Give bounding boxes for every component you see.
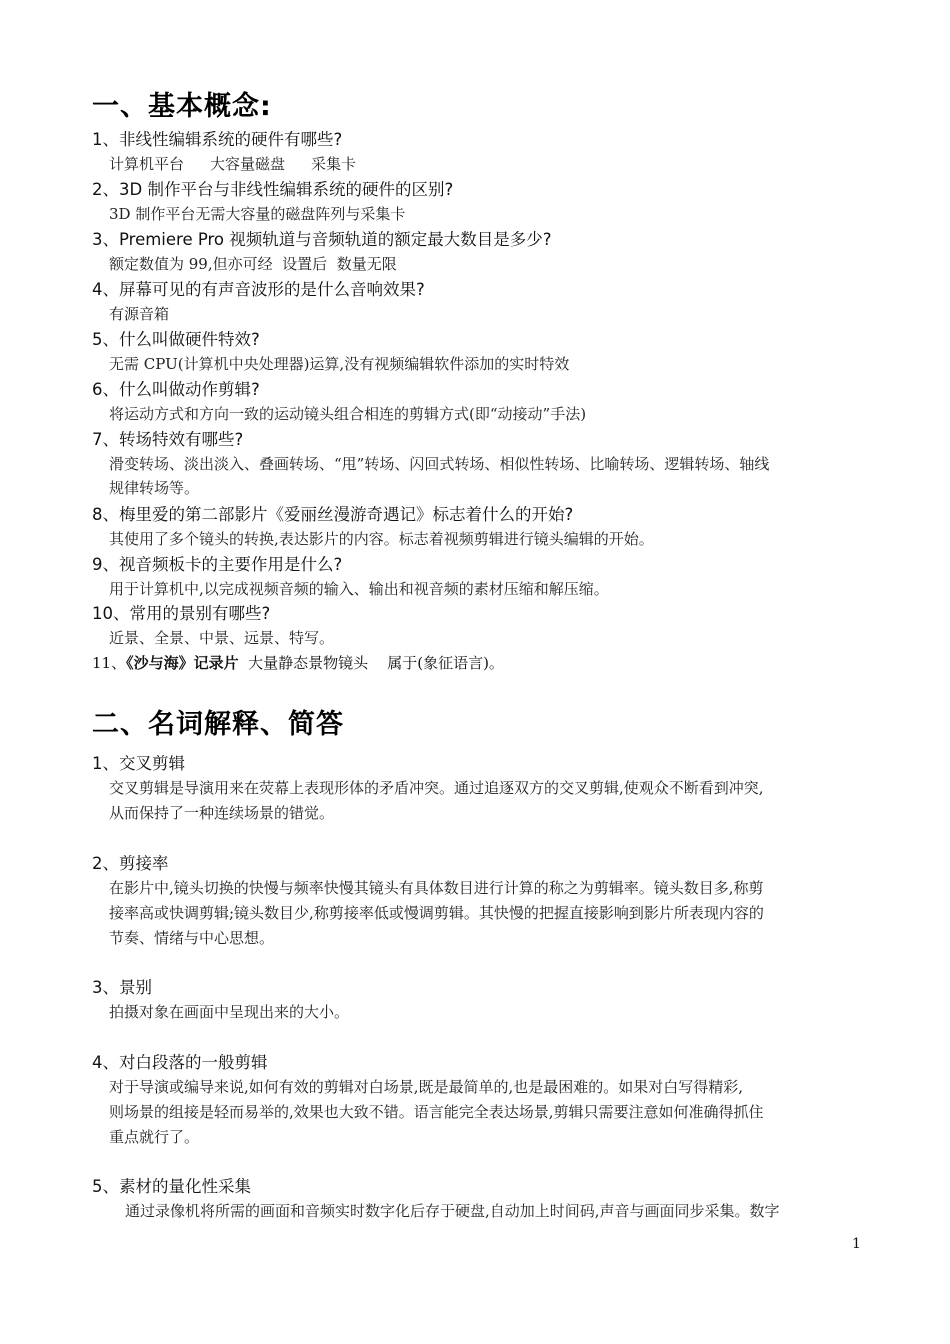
answer-9: 用于计算机中,以完成视频音频的输入、输出和视音频的素材压缩和解压缩。 — [109, 580, 609, 598]
section-title-basic-concepts: 一、基本概念: — [92, 91, 272, 122]
answer-4: 有源音箱 — [109, 305, 170, 323]
answer-10: 近景、全景、中景、远景、特写。 — [109, 629, 335, 647]
term-2-text: 接率高或快调剪辑;镜头数目少,称剪接率低或慢调剪辑。其快慢的把握直接影响到影片所表现内容的 — [109, 904, 764, 922]
question-10: 10、常用的景别有哪些? — [92, 604, 271, 623]
term-3-heading: 3、景别 — [92, 978, 152, 997]
term-4-text: 则场景的组接是轻而易举的,效果也大致不错。语言能完全表达场景,剪辑只需要注意如何准确得抓住 — [109, 1103, 764, 1121]
answer-1-part: 计算机平台 — [109, 155, 185, 173]
answer-1 — [109, 153, 356, 174]
term-2-text: 节奏、情绪与中心思想。 — [109, 929, 275, 947]
answer-1-part: 采集卡 — [311, 155, 357, 173]
term-3-text: 拍摄对象在画面中呈现出来的大小。 — [109, 1003, 350, 1021]
question-8: 8、梅里爱的第二部影片《爱丽丝漫游奇遇记》标志着什么的开始? — [92, 505, 574, 524]
term-4-text: 对于导演或编导来说,如何有效的剪辑对白场景,既是最简单的,也是最困难的。如果对白写得精彩, — [109, 1078, 744, 1096]
term-1-heading: 1、交叉剪辑 — [92, 754, 185, 773]
term-4-text: 重点就行了。 — [109, 1128, 200, 1146]
question-4: 4、屏幕可见的有声音波形的是什么音响效果? — [92, 280, 425, 299]
term-5-text: 通过录像机将所需的画面和音频实时数字化后存于硬盘,自动加上时间码,声音与画面同步采集。数字 — [125, 1202, 780, 1220]
page-number: 1 — [852, 1236, 861, 1252]
term-2-text: 在影片中,镜头切换的快慢与频率快慢其镜头有具体数目进行计算的称之为剪辑率。镜头数目多,称剪 — [109, 879, 764, 897]
question-11-rest: 大量静态景物镜头 属于(象征语言)。 — [238, 654, 504, 672]
question-2: 2、3D 制作平台与非线性编辑系统的硬件的区别? — [92, 180, 454, 199]
answer-6: 将运动方式和方向一致的运动镜头组合相连的剪辑方式(即“动接动”手法) — [109, 405, 587, 423]
answer-3: 额定数值为 99,但亦可经 设置后 数量无限 — [109, 255, 397, 273]
question-1: 1、非线性编辑系统的硬件有哪些? — [92, 130, 343, 149]
answer-5: 无需 CPU(计算机中央处理器)运算,没有视频编辑软件添加的实时特效 — [109, 355, 570, 373]
term-2-heading: 2、剪接率 — [92, 854, 169, 873]
term-1-text: 交叉剪辑是导演用来在荧幕上表现形体的矛盾冲突。通过追逐双方的交叉剪辑,使观众不断看到冲突, — [109, 779, 764, 797]
answer-8: 其使用了多个镜头的转换,表达影片的内容。标志着视频剪辑进行镜头编辑的开始。 — [109, 530, 654, 548]
question-11-title: 《沙与海》记录片 — [126, 654, 239, 672]
question-11 — [92, 652, 504, 673]
question-6: 6、什么叫做动作剪辑? — [92, 380, 260, 399]
question-7: 7、转场特效有哪些? — [92, 430, 244, 449]
question-3: 3、Premiere Pro 视频轨道与音频轨道的额定最大数目是多少? — [92, 230, 552, 249]
answer-2: 3D 制作平台无需大容量的磁盘阵列与采集卡 — [109, 205, 406, 223]
term-4-heading: 4、对白段落的一般剪辑 — [92, 1053, 268, 1072]
answer-7-line: 规律转场等。 — [109, 479, 200, 497]
section-title-terms: 二、名词解释、简答 — [92, 709, 344, 740]
answer-1-part: 大容量磁盘 — [210, 155, 286, 173]
term-1-text: 从而保持了一种连续场景的错觉。 — [109, 804, 335, 822]
question-11-prefix: 11、 — [92, 654, 127, 672]
question-9: 9、视音频板卡的主要作用是什么? — [92, 555, 343, 574]
answer-7-line: 滑变转场、淡出淡入、叠画转场、“甩”转场、闪回式转场、相似性转场、比喻转场、逻辑转场、轴线 — [109, 455, 770, 473]
question-5: 5、什么叫做硬件特效? — [92, 330, 260, 349]
term-5-heading: 5、素材的量化性采集 — [92, 1177, 251, 1196]
